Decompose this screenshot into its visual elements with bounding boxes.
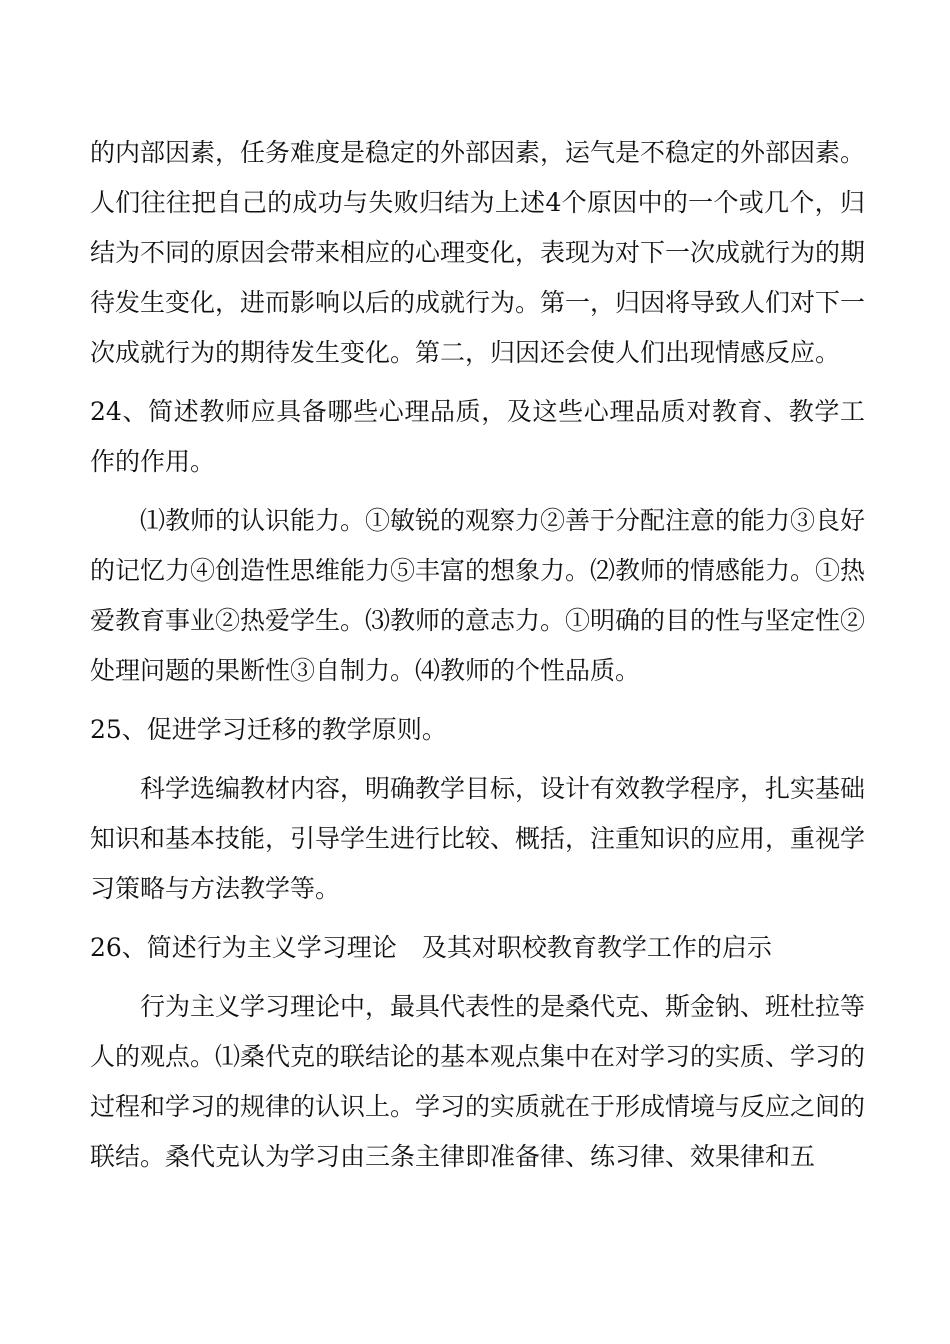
question-heading-26: 26、简述行为主义学习理论 及其对职校教育教学工作的启示: [90, 933, 772, 962]
question-heading-25: 25、促进学习迁移的教学原则。: [90, 715, 447, 744]
answer-paragraph-26: 行为主义学习理论中，最具代表性的是桑代克、斯金钠、班杜拉等人的观点。⑴桑代克的联结论的基本观点集中在对学习的实质、学习的过程和学习的规律的认识上。学习的实质就在于形成情境与反应之间的联结。桑代克认为学习由三条主律即准备律、练习律、效果律和五: [90, 992, 866, 1171]
answer-paragraph-25: 科学选编教材内容，明确教学目标，设计有效教学程序，扎实基础知识和基本技能，引导学生进行比较、概括，注重知识的应用，重视学习策略与方法教学等。: [90, 774, 866, 903]
body-paragraph-attribution: 的内部因素，任务难度是稳定的外部因素，运气是不稳定的外部因素。人们往往把自己的成功与失败归结为上述4个原因中的一个或几个，归结为不同的原因会带来相应的心理变化，表现为对下一次成就行为的期待发生变化，进而影响以后的成就行为。第一，归因将导致人们对下一次成就行为的期待发生变化。第二，归因还会使人们出现情感反应。: [90, 138, 866, 367]
question-heading-24: 24、简述教师应具备哪些心理品质，及这些心理品质对教育、教学工作的作用。: [90, 397, 865, 476]
document-page: [90, 128, 865, 1191]
answer-paragraph-24: ⑴教师的认识能力。①敏锐的观察力②善于分配注意的能力③良好的记忆力④创造性思维能力⑤丰富的想象力。⑵教师的情感能力。①热爱教育事业②热爱学生。⑶教师的意志力。①明确的目的性与坚定性②处理问题的果断性③自制力。⑷教师的个性品质。: [90, 506, 866, 685]
